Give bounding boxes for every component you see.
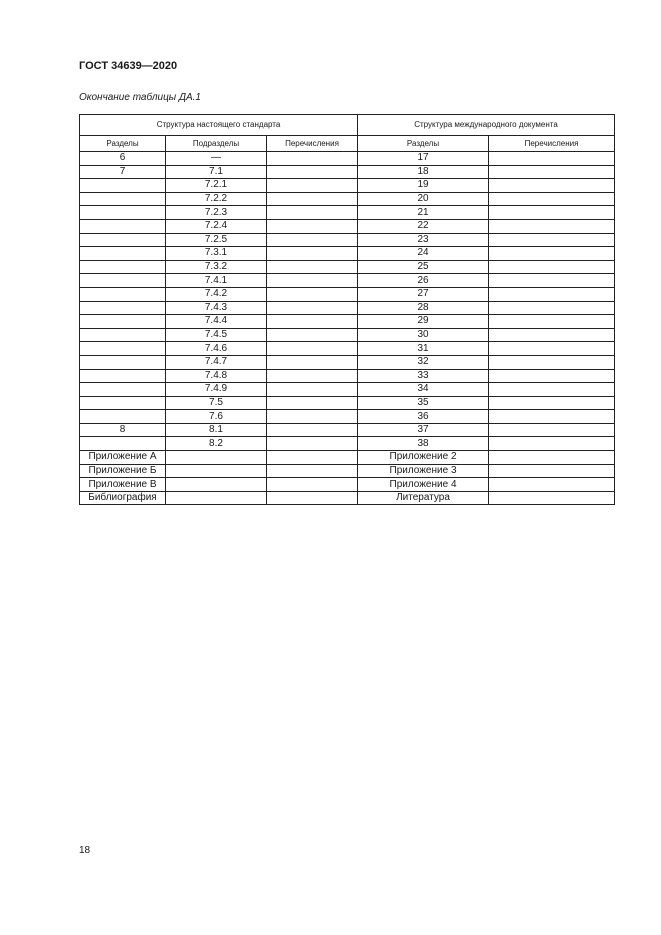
table-cell: 7.4.4 <box>166 315 267 329</box>
table-cell <box>166 464 267 478</box>
table-cell: 7.5 <box>166 396 267 410</box>
column-header: Разделы <box>80 136 166 152</box>
table-cell <box>166 478 267 492</box>
table-cell <box>267 260 358 274</box>
table-cell: 7.4.2 <box>166 287 267 301</box>
table-cell: 23 <box>358 233 489 247</box>
table-cell <box>489 451 615 465</box>
table-cell <box>267 192 358 206</box>
table-cell: 38 <box>358 437 489 451</box>
table-cell: 7.4.5 <box>166 328 267 342</box>
table-cell: 30 <box>358 328 489 342</box>
table-row <box>80 328 615 342</box>
table-cell: 18 <box>358 165 489 179</box>
table-cell <box>267 301 358 315</box>
table-cell <box>489 383 615 397</box>
table-cell <box>80 369 166 383</box>
table-cell <box>489 165 615 179</box>
table-cell <box>267 179 358 193</box>
table-cell <box>489 152 615 166</box>
table-cell: 33 <box>358 369 489 383</box>
table-cell: 19 <box>358 179 489 193</box>
table-row <box>80 287 615 301</box>
table-row <box>80 437 615 451</box>
table-cell: 34 <box>358 383 489 397</box>
table-cell <box>80 301 166 315</box>
table-cell <box>267 247 358 261</box>
table-cell: 7 <box>80 165 166 179</box>
table-cell <box>489 179 615 193</box>
column-header: Разделы <box>358 136 489 152</box>
table-cell <box>80 219 166 233</box>
table-row <box>80 206 615 220</box>
table-cell <box>80 315 166 329</box>
table-cell <box>267 274 358 288</box>
table-cell <box>80 274 166 288</box>
table-row <box>80 423 615 437</box>
table-cell <box>489 410 615 424</box>
table-cell <box>267 342 358 356</box>
table-cell <box>489 206 615 220</box>
table-row <box>80 192 615 206</box>
table-cell <box>489 260 615 274</box>
table-cell <box>489 328 615 342</box>
table-cell <box>489 437 615 451</box>
table-cell: 7.2.2 <box>166 192 267 206</box>
table-cell <box>80 192 166 206</box>
table-cell: 29 <box>358 315 489 329</box>
table-cell: 7.2.3 <box>166 206 267 220</box>
table-cell <box>489 274 615 288</box>
table-cell <box>80 355 166 369</box>
table-cell: 21 <box>358 206 489 220</box>
table-cell: 31 <box>358 342 489 356</box>
table-row <box>80 451 615 465</box>
table-cell: Приложение 4 <box>358 478 489 492</box>
table-row <box>80 260 615 274</box>
table-row <box>80 396 615 410</box>
table-cell: 22 <box>358 219 489 233</box>
table-cell <box>267 451 358 465</box>
table-cell <box>166 451 267 465</box>
column-header: Перечисления <box>267 136 358 152</box>
table-cell <box>489 491 615 505</box>
table-cell: 7.4.7 <box>166 355 267 369</box>
table-cell <box>267 165 358 179</box>
group-header-current-standard: Структура настоящего стандарта <box>80 115 358 136</box>
table-cell: 7.3.1 <box>166 247 267 261</box>
table-cell <box>166 491 267 505</box>
table-cell <box>267 396 358 410</box>
table-cell: 32 <box>358 355 489 369</box>
table-cell: 7.4.8 <box>166 369 267 383</box>
table-cell <box>489 301 615 315</box>
table-cell <box>80 179 166 193</box>
table-cell: 24 <box>358 247 489 261</box>
column-header: Перечисления <box>489 136 615 152</box>
table-cell <box>489 192 615 206</box>
table-row <box>80 247 615 261</box>
table-cell: 7.4.6 <box>166 342 267 356</box>
table-cell <box>80 233 166 247</box>
table-cell: 7.6 <box>166 410 267 424</box>
table-cell <box>267 491 358 505</box>
table-cell <box>489 396 615 410</box>
table-cell: 25 <box>358 260 489 274</box>
table-cell: 6 <box>80 152 166 166</box>
table-cell: 27 <box>358 287 489 301</box>
table-cell <box>80 383 166 397</box>
table-cell <box>267 152 358 166</box>
table-cell: 8.2 <box>166 437 267 451</box>
table-cell <box>267 233 358 247</box>
table-row <box>80 478 615 492</box>
table-cell: Литература <box>358 491 489 505</box>
table-row <box>80 315 615 329</box>
table-cell <box>267 383 358 397</box>
table-body <box>80 152 615 505</box>
table-cell: Библиография <box>80 491 166 505</box>
table-cell: Приложение Б <box>80 464 166 478</box>
table-row <box>80 179 615 193</box>
table-cell <box>489 315 615 329</box>
table-cell: Приложение 2 <box>358 451 489 465</box>
table-cell <box>489 342 615 356</box>
group-header-international-document: Структура международного документа <box>358 115 615 136</box>
table-cell <box>489 464 615 478</box>
table-cell: Приложение А <box>80 451 166 465</box>
table-cell <box>489 423 615 437</box>
table-cell: 7.3.2 <box>166 260 267 274</box>
table-row <box>80 219 615 233</box>
table-cell: 17 <box>358 152 489 166</box>
table-cell: 26 <box>358 274 489 288</box>
table-cell: — <box>166 152 267 166</box>
table-cell <box>267 206 358 220</box>
column-header: Подразделы <box>166 136 267 152</box>
table-row <box>80 355 615 369</box>
table-cell <box>267 328 358 342</box>
table-cell: 28 <box>358 301 489 315</box>
table-cell <box>489 355 615 369</box>
document-code: ГОСТ 34639—2020 <box>79 60 178 72</box>
table-cell: 7.2.1 <box>166 179 267 193</box>
table-cell <box>80 287 166 301</box>
table-cell: 8 <box>80 423 166 437</box>
table-cell <box>267 315 358 329</box>
table-row <box>80 165 615 179</box>
table-cell: Приложение 3 <box>358 464 489 478</box>
table-cell: 7.4.3 <box>166 301 267 315</box>
table-cell <box>267 478 358 492</box>
table-cell: 7.2.4 <box>166 219 267 233</box>
table-row <box>80 464 615 478</box>
table-row <box>80 301 615 315</box>
table-row <box>80 342 615 356</box>
table-row <box>80 410 615 424</box>
table-cell: 35 <box>358 396 489 410</box>
table-cell <box>80 437 166 451</box>
structure-comparison-table <box>79 114 615 505</box>
table-row <box>80 274 615 288</box>
table-cell <box>80 247 166 261</box>
table-cell: 20 <box>358 192 489 206</box>
table-cell <box>489 247 615 261</box>
table-cell <box>267 219 358 233</box>
table-cell <box>267 355 358 369</box>
table-cell: 37 <box>358 423 489 437</box>
table-cell <box>489 233 615 247</box>
table-row <box>80 491 615 505</box>
table-row <box>80 383 615 397</box>
table-row <box>80 233 615 247</box>
table-cell <box>267 369 358 383</box>
table-cell: 7.4.1 <box>166 274 267 288</box>
table-cell <box>267 287 358 301</box>
table-cell <box>489 287 615 301</box>
table-cell <box>489 478 615 492</box>
table-cell <box>267 437 358 451</box>
table-cell <box>267 410 358 424</box>
table-cell <box>80 410 166 424</box>
table-cell: Приложение В <box>80 478 166 492</box>
table-cell <box>80 342 166 356</box>
table-cell <box>267 464 358 478</box>
table-cell <box>80 260 166 274</box>
table-cell <box>267 423 358 437</box>
table-caption: Окончание таблицы ДА.1 <box>79 92 201 103</box>
table-cell: 7.1 <box>166 165 267 179</box>
table-cell: 36 <box>358 410 489 424</box>
page-number: 18 <box>79 845 91 856</box>
table-cell <box>80 206 166 220</box>
table-cell: 7.4.9 <box>166 383 267 397</box>
table-cell: 7.2.5 <box>166 233 267 247</box>
table-cell: 8.1 <box>166 423 267 437</box>
table-cell <box>80 328 166 342</box>
table-row <box>80 369 615 383</box>
table-cell <box>489 219 615 233</box>
table-cell <box>489 369 615 383</box>
table-cell <box>80 396 166 410</box>
table-row <box>80 152 615 166</box>
